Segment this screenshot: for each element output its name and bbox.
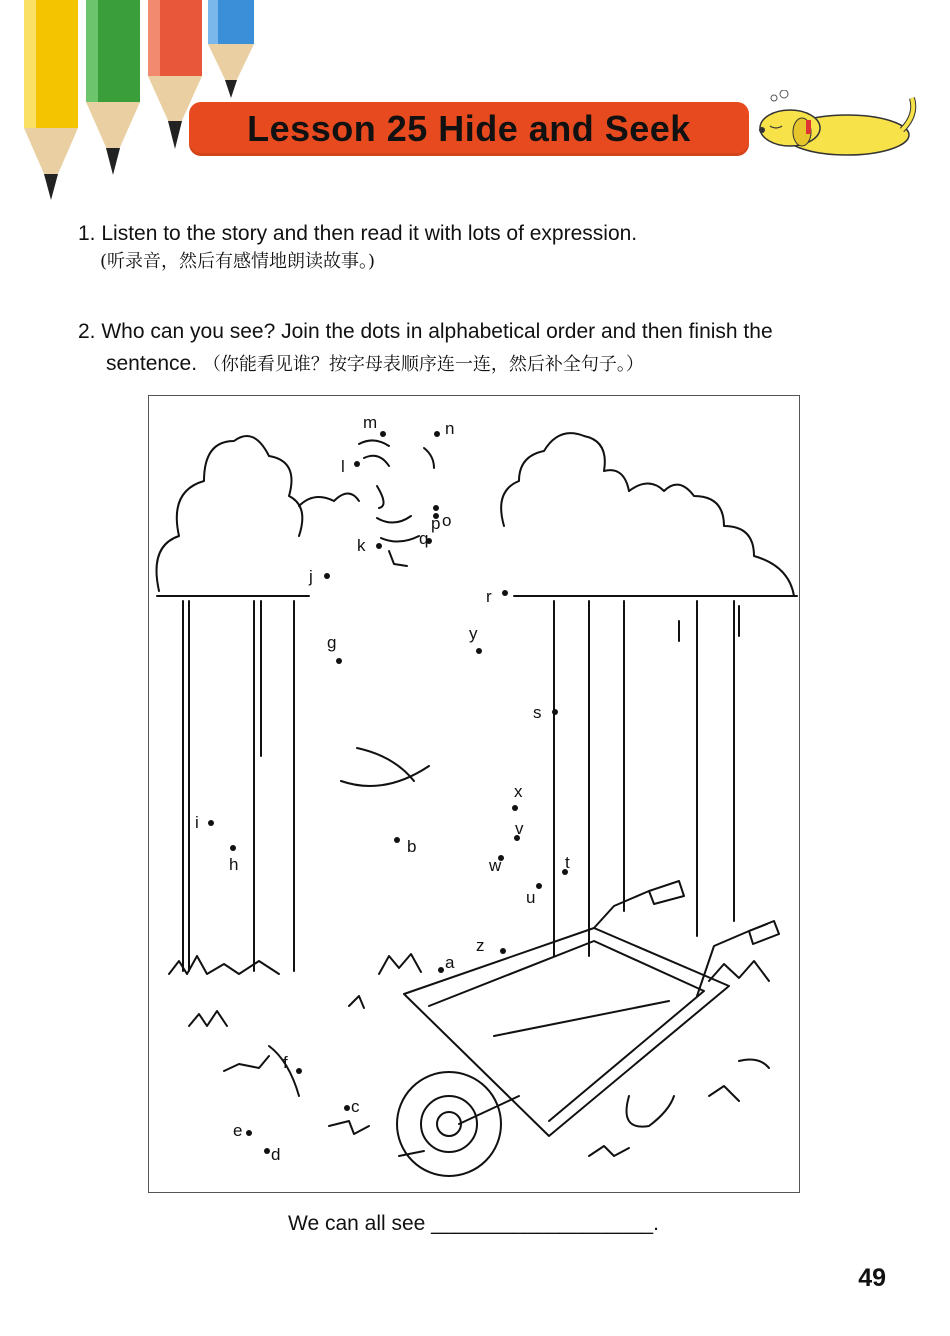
dot-label-m: m [363,413,378,432]
dot-label-j: j [309,567,313,586]
dot-to-dot-drawing [149,396,801,1194]
dot-label-e: e [233,1121,243,1140]
dot-to-dot-picture [148,395,800,1193]
question-1 [78,218,878,275]
fill-in-sentence: We can all see ___________________. [288,1212,659,1235]
dot-label-y: y [469,624,478,643]
dot-label-u: u [526,888,536,907]
dot-label-d: d [271,1145,281,1164]
sleeping-dog-illustration [752,90,922,160]
question-1-translation: (听录音，然后有感情地朗读故事。) [100,250,376,272]
question-2-text-line1: 2. Who can you see? Join the dots in alphabetical order and then finish the [78,320,773,343]
dot-label-x: x [514,782,523,801]
dot-label-s: s [533,703,542,722]
dot-label-b: b [407,837,417,856]
question-1-text: 1. Listen to the story and then read it with lots of expression. [78,222,638,245]
dot-label-z: z [476,936,485,955]
dot-label-i: i [195,813,199,832]
question-2-text-line2: sentence. [106,351,198,375]
dot-label-w: w [489,856,502,875]
dot-label-t: t [565,853,570,872]
question-2-translation: （你能看见谁？按字母表顺序连一连，然后补全句子。） [202,353,644,375]
dot-label-l: l [341,457,345,476]
dot-label-g: g [327,633,337,652]
dot-label-o: o [442,511,452,530]
dot-label-c: c [351,1097,360,1116]
page-number: 49 [858,1264,886,1292]
dot-label-q: q [419,529,429,548]
lesson-title: Lesson 25 Hide and Seek [189,102,749,156]
dot-label-r: r [486,587,492,606]
question-2 [78,316,898,379]
dot-label-v: v [515,819,524,838]
dot-label-k: k [357,536,366,555]
dot-label-h: h [229,855,239,874]
dot-label-f: f [283,1053,288,1072]
dot-label-a: a [445,953,455,972]
dot-label-p: p [431,514,441,533]
dot-label-n: n [445,419,455,438]
